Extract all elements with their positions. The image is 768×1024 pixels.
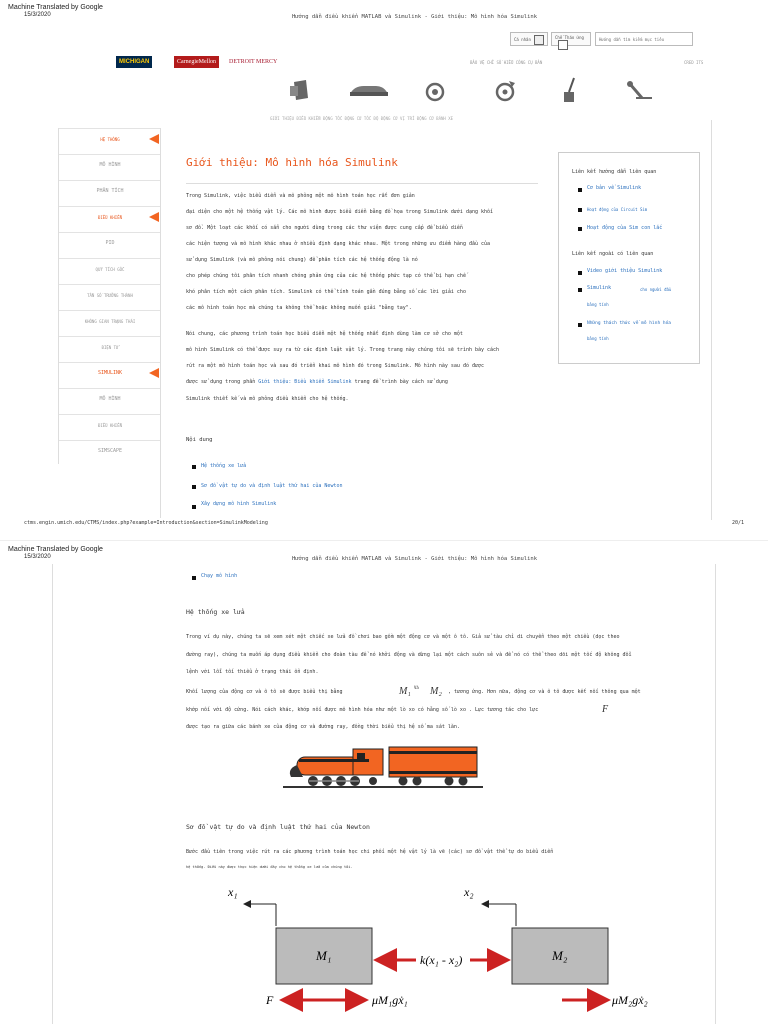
fbd-para: Bước đầu tiên trong việc rút ra các phương trình toán học chi phối một hệ vật lý là vẽ (các) sơ đồ vật thể tự do biểu diễn: [186, 849, 554, 855]
force-label: F: [266, 993, 274, 1007]
nav-sublinks[interactable]: GIỚI THIỆU ĐIỀU KHIỂN ĐỘNG TỐC ĐỘNG CƠ TỐC ĐỘ ĐỘNG CƠ VỊ TRÍ ĐỘNG CƠ BÁNH XE: [270, 116, 454, 121]
contents-link[interactable]: Sơ đồ vật tự do và định luật thứ hai của Newton: [201, 483, 343, 489]
sidebar-item-điều-khiển[interactable]: ĐIỀU KHIỂN: [59, 206, 161, 228]
title-divider: [186, 183, 538, 184]
motor-speed-icon[interactable]: [427, 84, 443, 100]
sidebar-item-phân-tích[interactable]: PHÂN TÍCH: [59, 180, 161, 202]
and-word: Và: [414, 685, 419, 690]
related-links-panel: [558, 152, 700, 364]
cmu-logo[interactable]: CarnegieMellon: [174, 56, 219, 68]
print-title: Hướng dẫn điều khiển MATLAB và Simulink - Giới thiệu: Mô hình hóa Simulink: [292, 556, 538, 562]
sidebar-item-mô-hình[interactable]: MÔ HÌNH: [59, 388, 161, 410]
related-tutorials-title: Liên kết hướng dẫn liên quan: [572, 169, 657, 175]
para2-line: Nói chung, các phương trình toán học biểu diễn một hệ thống nhất định dùng làm cơ sở cho một: [186, 331, 463, 337]
content-border: [711, 120, 712, 520]
bullet-icon: [578, 271, 582, 275]
personal-checkbox[interactable]: [510, 32, 548, 46]
x1-label: x₁: [228, 885, 238, 899]
intro-line: sơ đồ. Một loạt các khối có sẵn cho người dùng trong các thư viện được cung cấp để biểu diễn: [186, 225, 463, 231]
bullet-icon: [192, 576, 196, 580]
free-body-diagram: [220, 880, 660, 1020]
para2-text: trang để trình bày cách sử dụng: [351, 379, 448, 385]
x1-position-arrow: [244, 904, 276, 926]
intro-line: sử dụng Simulink (và mô phỏng nói chung) để phân tích các hệ thống động là nó: [186, 257, 418, 263]
bullet-icon: [578, 208, 582, 212]
bullet-icon: [578, 323, 582, 327]
checkbox-label: Chế Tháo ứng: [555, 35, 584, 40]
sidebar-item-simulink[interactable]: SIMULINK: [59, 362, 161, 384]
para2-line: mô hình Simulink có thể được suy ra từ các định luật vật lý. Trong trang này chúng tôi sẽ trình bày cách: [186, 347, 500, 353]
machine-translated-label: Machine Translated by Google: [8, 546, 103, 553]
bullet-icon: [578, 227, 582, 231]
content-border: [52, 564, 53, 1024]
intro-line: các mô hình toán học mà chúng ta không thể hoặc không muốn giải "bằng tay".: [186, 305, 412, 311]
print-date: 15/3/2020: [24, 12, 51, 18]
search-input[interactable]: [595, 32, 693, 46]
footer-url: ctms.engin.umich.edu/CTMS/index.php?example=Introduction&section=SimulinkModeling: [24, 520, 268, 526]
intro-line: cho phép chúng tôi phân tích nhanh chóng phản ứng của các hệ thống phức tạp có thể bị hạn chế: [186, 273, 466, 279]
m2-symbol: M₂: [430, 686, 442, 697]
sidebar-item-quỹ-tích-gốc[interactable]: QUỸ TÍCH GỐC: [59, 258, 161, 280]
footer-page-number: 20/1: [732, 520, 745, 526]
para2-line: [186, 380, 448, 385]
external-link[interactable]: Những thách thức về mô hình hóa: [587, 321, 671, 326]
related-link[interactable]: Cơ bản về Simulink: [587, 185, 642, 191]
tender-car-icon: [389, 747, 477, 786]
spring-line: khớp nối với độ cứng. Nói cách khác, khớp nối được mô hình hóa như một lò xo có hằng số lò xo . Lực tương tác cho lực: [186, 707, 539, 713]
bullet-icon: [192, 485, 196, 489]
contents-link[interactable]: Xây dựng mô hình Simulink: [201, 501, 277, 507]
intro-line: Trong Simulink, việc biểu diễn và mô phỏng một mô hình toán học rất đơn giản: [186, 193, 415, 199]
section-heading-train: Hệ thống xe lửa: [186, 608, 245, 616]
friction-line: được tạo ra giữa các bánh xe của động cơ và đường ray, đồng thời biểu thị hệ số ma sát lăn.: [186, 724, 460, 730]
intro-line: đại diện cho một hệ thống vật lý. Các mô hình được biểu diễn bằng đồ họa trong Simulink dưới dạng khối: [186, 209, 494, 215]
related-link[interactable]: Hoạt động của Circuit Sim: [587, 207, 648, 212]
external-link[interactable]: Video giới thiệu Simulink: [587, 268, 663, 274]
page-break: [0, 540, 768, 541]
intro-line: các hiện tượng và mô hình khác nhau ở nhiều định dạng khác nhau. Một trong những ưu điểm hàng đầu của: [186, 241, 491, 247]
train-para-line: đường ray), chúng ta muốn áp dụng điều khiển cho đoàn tàu để nó khởi động và dừng lại một cách suôn sẻ và để nó có thể theo dõi một tốc độ không đổi: [186, 652, 632, 658]
machine-translated-label: Machine Translated by Google: [8, 4, 103, 11]
para2-line: Simulink thiết kế và mô phỏng điều khiển cho hệ thống.: [186, 396, 349, 402]
force-symbol: F: [602, 704, 609, 715]
credits-link[interactable]: CRED ITS: [684, 60, 704, 65]
para2-text: được sử dụng trong phần: [186, 379, 259, 385]
suspension-icon[interactable]: [290, 80, 308, 100]
page-title: Giới thiệu: Mô hình hóa Simulink: [186, 156, 398, 169]
mass-line: , tương ứng. Hơn nữa, động cơ và ô tô được kết nối thông qua một: [448, 689, 641, 695]
train-para-line: lệnh với lỗi tối thiểu ở trạng thái ổn định.: [186, 669, 319, 675]
sidebar-item-simscape[interactable]: SIMSCAPE: [59, 440, 161, 462]
contents-link[interactable]: Hệ thống xe lửa: [201, 463, 247, 469]
content-border: [715, 564, 716, 1024]
nav-icons[interactable]: [280, 76, 660, 108]
x2-label: x₂: [464, 885, 474, 899]
section-heading-fbd: Sơ đồ vật tự do và định luật thứ hai của Newton: [186, 823, 370, 831]
bullet-icon: [192, 505, 196, 509]
sidebar-item-tần-số-trưởng-thành[interactable]: TẦN SỐ TRƯỞNG THÀNH: [59, 284, 161, 306]
sidebar-item-không-gian-trạng-thái[interactable]: KHÔNG GIAN TRẠNG THÁI: [59, 310, 161, 332]
ball-beam-icon[interactable]: [627, 81, 652, 98]
print-date: 15/3/2020: [24, 554, 51, 560]
sidebar-item-điện-tử[interactable]: ĐIỆN TỬ: [59, 336, 161, 358]
m1-symbol: M₁: [399, 686, 411, 697]
bullet-icon: [578, 188, 582, 192]
simulink-control-link[interactable]: Giới thiệu: Điều khiển Simulink: [258, 379, 352, 385]
car-icon[interactable]: [350, 86, 388, 96]
bullet-icon: [192, 465, 196, 469]
contents-title: Nội dung: [186, 437, 213, 443]
motor-position-icon[interactable]: [497, 81, 515, 100]
contents-link[interactable]: Chạy mô hình: [201, 573, 238, 579]
train-para-line: Trong ví dụ này, chúng ta sẽ xem xét một chiếc xe lửa đồ chơi bao gồm một động cơ và một ô tô. Giả sử tàu chỉ di chuyển theo một chiều (dọc theo: [186, 634, 620, 640]
spring-force-label: k(x₁ - x₂): [420, 953, 463, 967]
related-link[interactable]: Hoạt động của Sim con lắc: [587, 225, 663, 231]
external-link[interactable]: bảng tính: [587, 302, 609, 307]
checkbox-label: Cá nhân: [514, 37, 531, 42]
responsive-checkbox[interactable]: [551, 32, 591, 46]
print-title: Hướng dẫn điều khiển MATLAB và Simulink - Giới thiệu: Mô hình hóa Simulink: [292, 14, 538, 20]
external-link[interactable]: bảng tính: [587, 336, 609, 341]
content-border: [160, 128, 161, 518]
m2-block-label: M₂: [552, 948, 568, 963]
michigan-logo[interactable]: MICHIGAN: [116, 56, 152, 68]
intro-line: khó phân tích một cách phân tích. Simulink có thể tính toán gần đúng bằng số các lời giải cho: [186, 289, 466, 295]
check-icon: [534, 35, 544, 45]
sidebar-item-điều-khiển[interactable]: ĐIỀU KHIỂN: [59, 414, 161, 436]
detroit-mercy-logo[interactable]: DETROIT MERCY: [229, 59, 278, 65]
friction-label-m1: μM₁gẋ₁: [372, 993, 408, 1007]
sidebar-item-hệ-thống[interactable]: HỆ THỐNG: [59, 128, 161, 150]
x2-position-arrow: [482, 904, 516, 926]
sidebar-item-pid[interactable]: PID: [59, 232, 161, 254]
external-link[interactable]: cho người đầu: [640, 287, 672, 292]
para2-line: rút ra một mô hình toán học và sau đó triển khai mô hình đó trong Simulink. Mô hình này sau đó được: [186, 363, 485, 369]
related-external-title: Liên kết ngoài có liên quan: [572, 251, 654, 257]
fbd-para-small: hệ thống. Điều này được thực hiện dưới đây cho hệ thống xe lửa của chúng tôi.: [186, 865, 353, 869]
locomotive-icon: [290, 749, 383, 786]
toy-train-illustration: [283, 743, 483, 791]
external-link[interactable]: Simulink: [587, 285, 612, 291]
sidebar-nav: [58, 128, 161, 464]
pendulum-icon[interactable]: [564, 78, 574, 102]
mass-line: Khối lượng của động cơ và ô tô sẽ được biểu thị bằng: [186, 689, 343, 695]
about-link[interactable]: BẢO VỆ CHỈ SỐ HIỂU CÔNG CỤ BẢN: [470, 60, 543, 65]
checkbox-icon: [558, 40, 568, 50]
m1-block-label: M₁: [316, 948, 332, 963]
sidebar-item-mô-hình[interactable]: MÔ HÌNH: [59, 154, 161, 176]
friction-label-m2: μM₂gẋ₂: [612, 993, 648, 1007]
bullet-icon: [578, 288, 582, 292]
